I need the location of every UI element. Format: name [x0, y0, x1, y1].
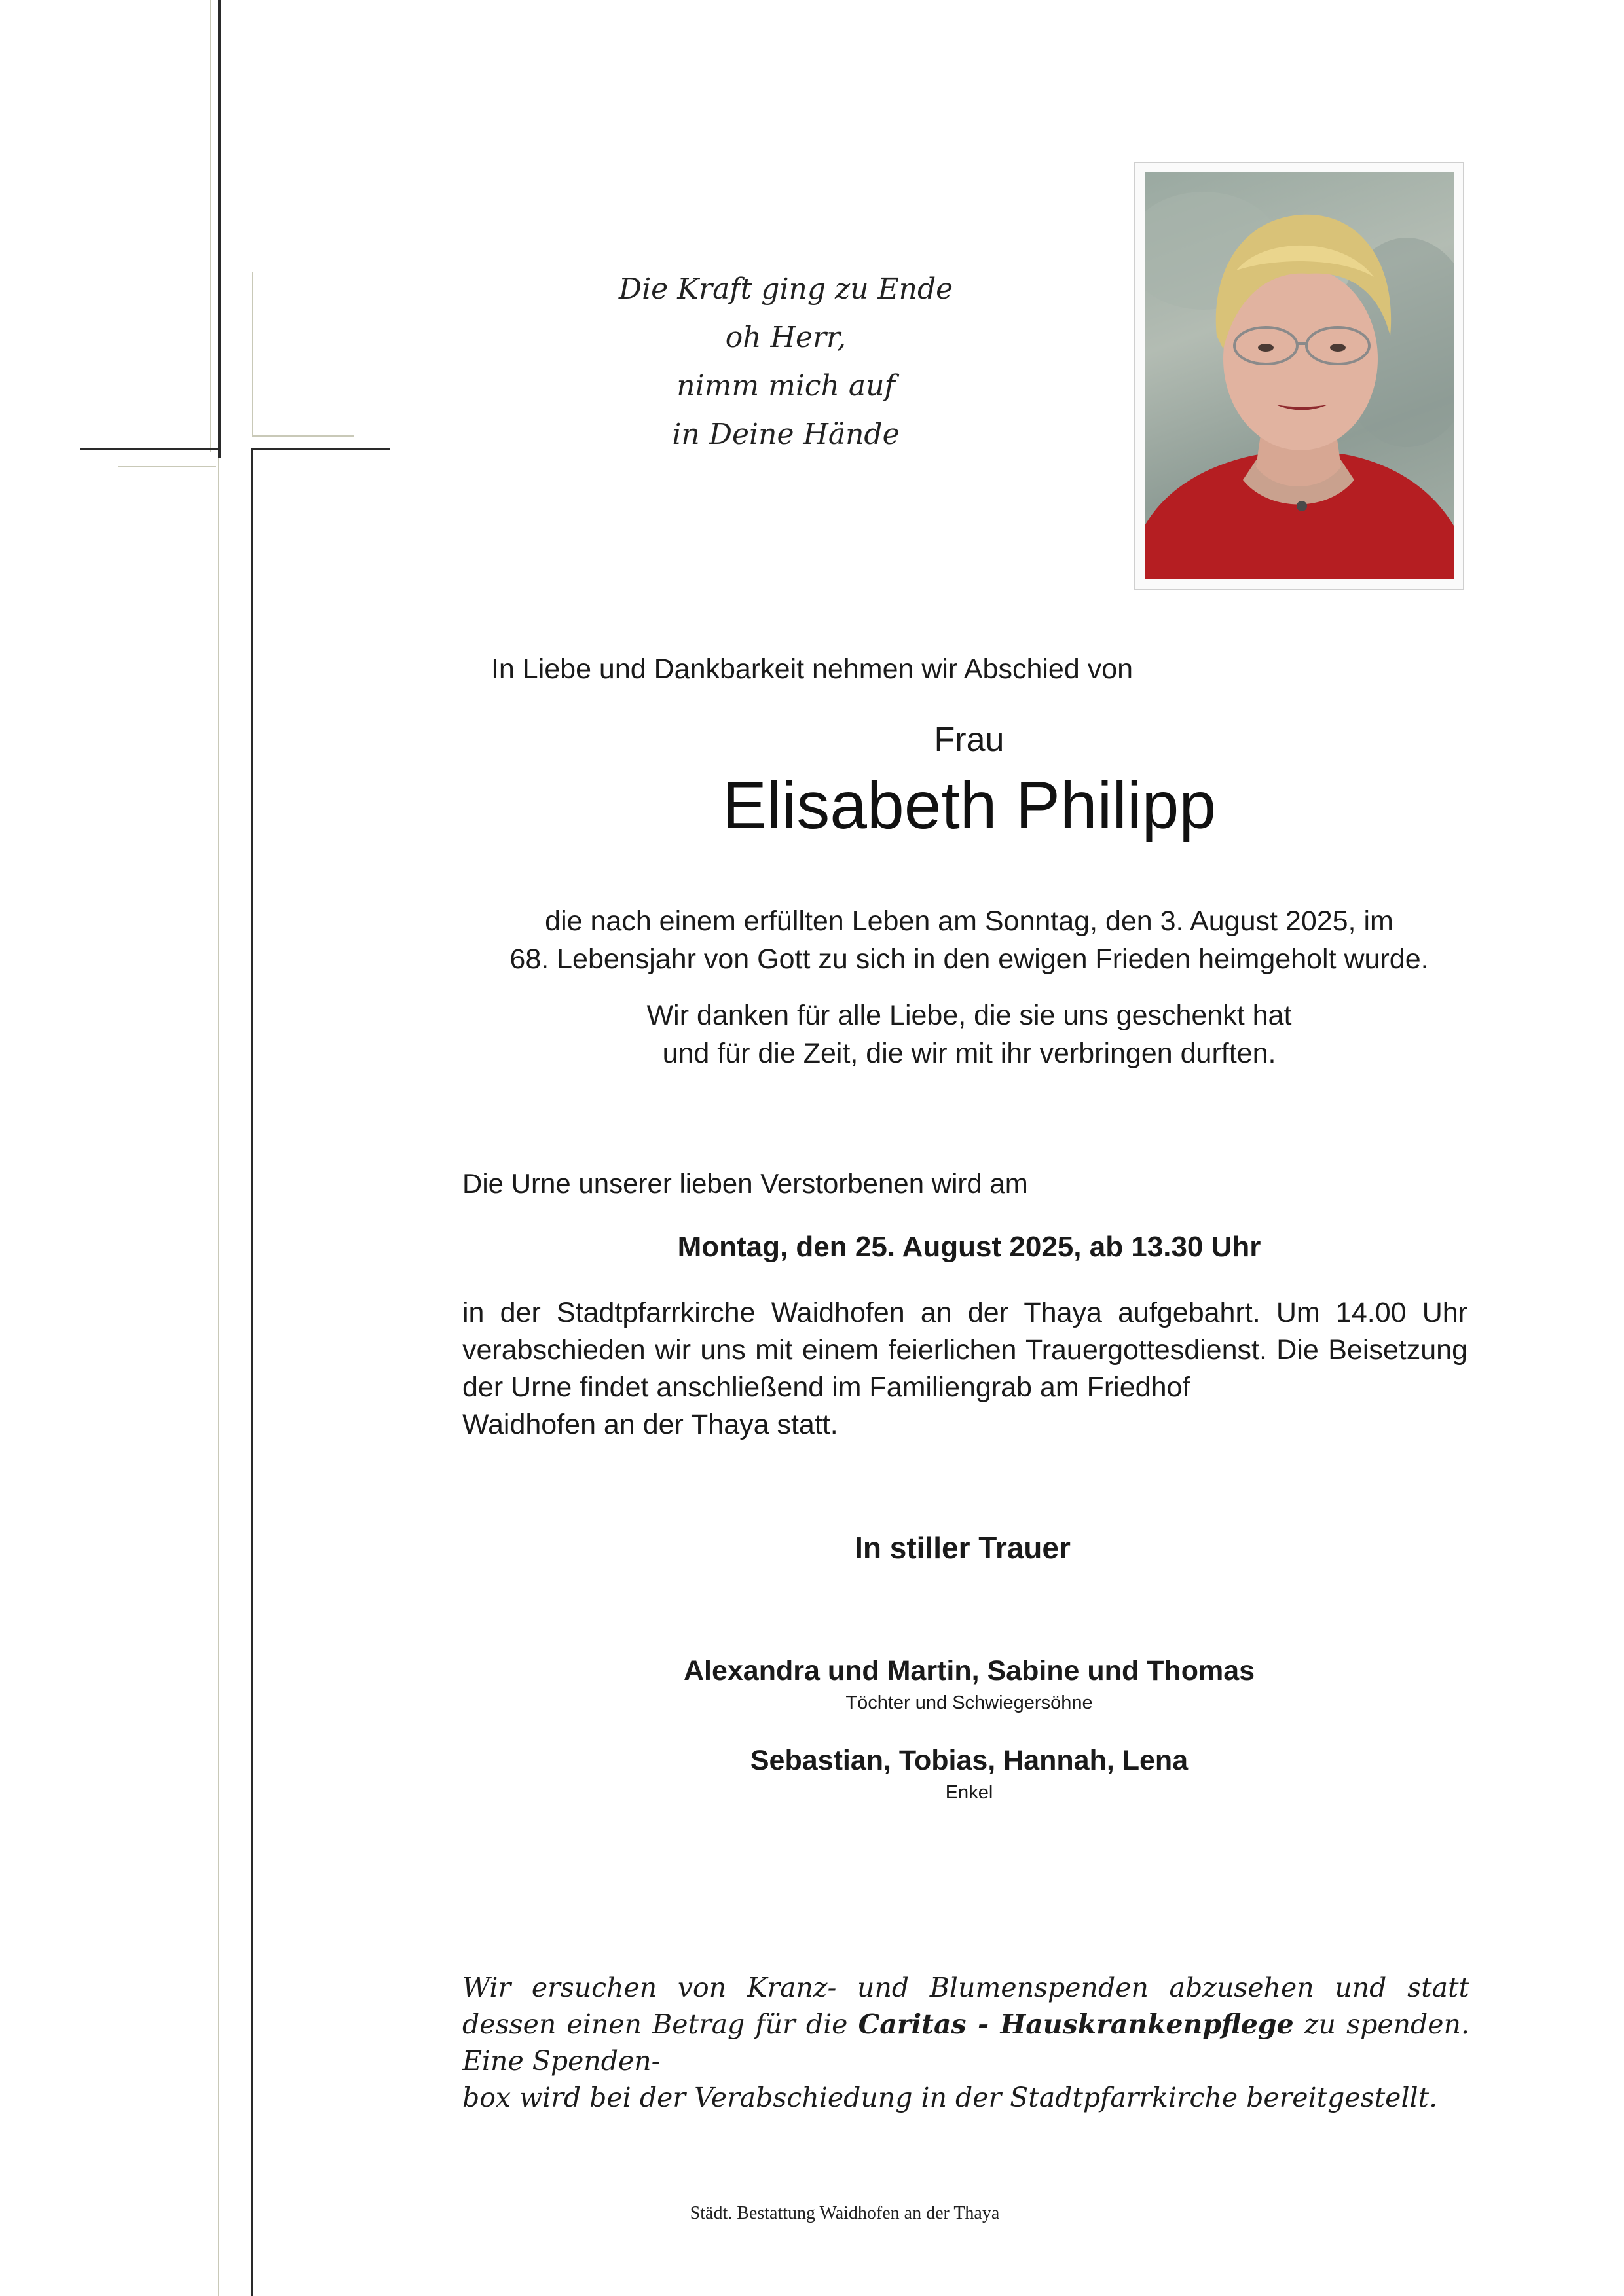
portrait-frame [1134, 162, 1464, 590]
mourners-group-names: Sebastian, Tobias, Hannah, Lena [750, 1745, 1189, 1776]
passing-text-line: 68. Lebensjahr von Gott zu sich in den ewigen Frieden heimgeholt wurde. [509, 943, 1429, 975]
passing-text [458, 902, 1480, 978]
mourning-heading: In stiller Trauer [855, 1531, 1071, 1565]
ceremony-details-main: in der Stadtpfarrkirche Waidhofen an der Thaya aufgebahrt. Um 14.00 Uhr verabschieden wir uns mit einem feierlichen Trauergottesdienst. Die Beisetzung der Urne findet anschließend im Familiengrab am Friedhof [462, 1297, 1467, 1403]
poem-line: oh Herr, [725, 321, 847, 354]
funeral-home-footer: Städt. Bestattung Waidhofen an der Thaya [690, 2203, 1000, 2223]
farewell-intro: In Liebe und Dankbarkeit nehmen wir Abschied von [490, 653, 1134, 685]
gratitude-text [524, 996, 1414, 1072]
poem-line: Die Kraft ging zu Ende [618, 272, 953, 306]
passing-text-line: die nach einem erfüllten Leben am Sonntag, den 3. August 2025, im [545, 905, 1393, 937]
donation-request-main [462, 1969, 1469, 2079]
cross-vertical-lower-shadow [218, 458, 219, 2296]
poem [498, 265, 1074, 459]
donation-request [462, 1969, 1469, 2116]
donation-request-last: box wird bei der Verabschiedung in der Stadtpfarrkirche bereitgestellt. [462, 2082, 1438, 2113]
poem-line: in Deine Hände [672, 418, 900, 451]
poem-line: nimm mich auf [676, 369, 895, 403]
cross-vertical-upper-shadow [210, 0, 211, 452]
mourners-group-names: Alexandra und Martin, Sabine und Thomas [683, 1655, 1255, 1686]
ceremony-details-last: Waidhofen an der Thaya statt. [462, 1409, 838, 1440]
urn-intro: Die Urne unserer lieben Verstorbenen wird am [462, 1168, 1028, 1199]
charity-name: Caritas - Hauskrankenpflege [858, 2009, 1294, 2040]
cross-vertical-right-shadow [252, 272, 253, 435]
deceased-name: Elisabeth Philipp [722, 768, 1217, 843]
cross-horizontal-left-shadow [118, 466, 216, 467]
donation-request-text: zu spenden. Eine Spenden- [462, 2009, 1469, 2077]
cross-vertical-lower-line [251, 448, 253, 2296]
donation-request-text: Wir ersuchen von Kranz- und Blumenspenden abzusehen und statt dessen einen Betrag für die [462, 1972, 1469, 2040]
cross-horizontal-right-shadow [252, 435, 354, 437]
cross-horizontal-left-line [80, 448, 221, 450]
salutation: Frau [934, 721, 1005, 759]
ceremony-details [462, 1294, 1467, 1444]
cross-vertical-upper-line [218, 0, 221, 458]
portrait-photo [1145, 172, 1454, 579]
gratitude-text-line: Wir danken für alle Liebe, die sie uns geschenkt hat [646, 1000, 1292, 1031]
mourners-group-relation: Töchter und Schwiegersöhne [845, 1692, 1093, 1713]
cross-horizontal-right-line [252, 448, 390, 450]
mourners-group-relation: Enkel [945, 1782, 993, 1803]
ceremony-date: Montag, den 25. August 2025, ab 13.30 Uhr [677, 1231, 1261, 1263]
gratitude-text-line: und für die Zeit, die wir mit ihr verbringen durften. [662, 1038, 1276, 1069]
